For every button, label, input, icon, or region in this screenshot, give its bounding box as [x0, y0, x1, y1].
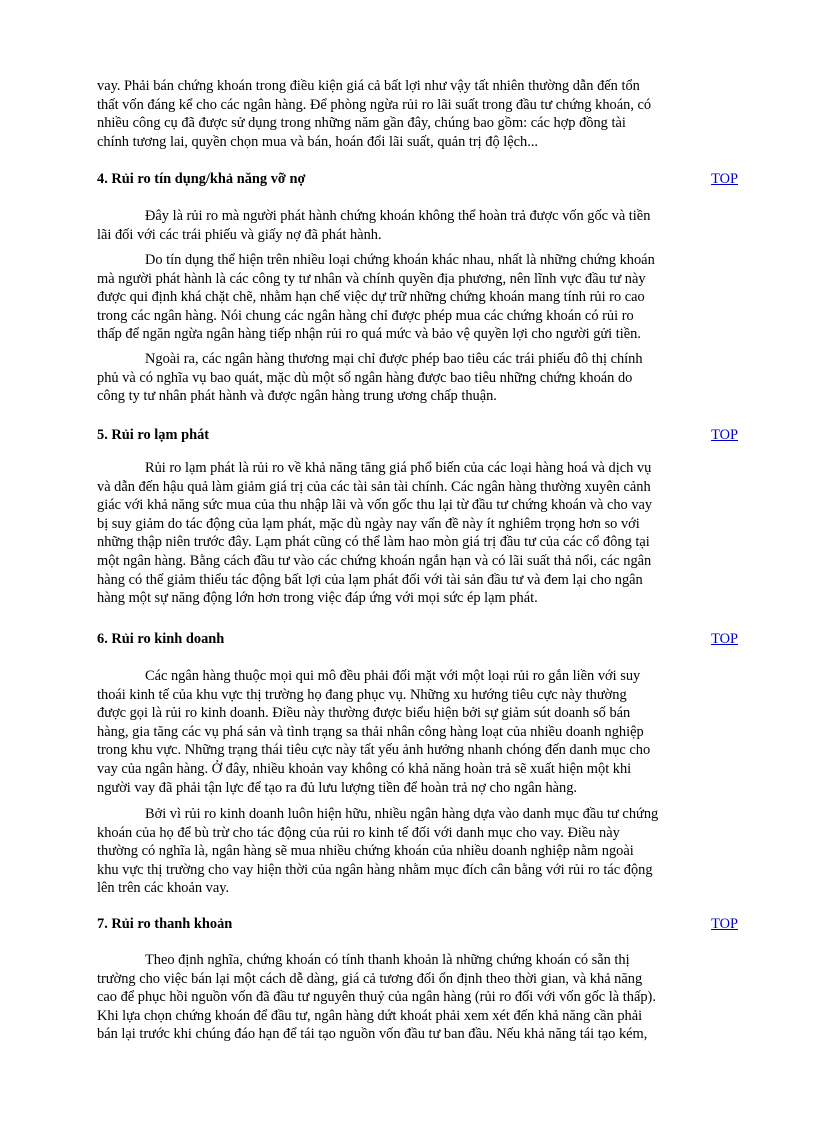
text-line: khoán của họ để bù trừ cho tác động của rủi ro kinh tế đối với danh mục cho vay. Điều này: [97, 824, 620, 841]
text-line: Bởi vì rủi ro kinh doanh luôn hiện hữu, nhiều ngân hàng dựa vào danh mục đầu tư chứng: [145, 806, 659, 822]
text-line: trong các ngân hàng. Nói chung các ngân hàng chỉ được phép mua các chứng khoán có rủi ro: [97, 307, 634, 324]
section-heading-liquidity-risk: [97, 915, 738, 935]
text-line: Theo định nghĩa, chứng khoán có tính thanh khoản là những chứng khoán có sẵn thị: [145, 952, 630, 968]
text-line: khu vực thị trường cho vay hiện thời của ngân hàng nhằm mục đích cân bằng với rủi ro tác động: [97, 861, 653, 878]
top-link[interactable]: TOP: [711, 916, 738, 932]
text-line: Các ngân hàng thuộc mọi qui mô đều phải đối mặt với một loại rủi ro gắn liền với suy: [145, 668, 641, 684]
text-line: thường có nghĩa là, ngân hàng sẽ mua nhiều chứng khoán của nhiều doanh nghiệp nằm ngoài: [97, 843, 634, 860]
paragraph: [97, 459, 738, 608]
text-line: Do tín dụng thể hiện trên nhiều loại chứng khoán khác nhau, nhất là những chứng khoán: [145, 252, 655, 268]
section-heading-business-risk: [97, 630, 738, 650]
text-line: giác với khả năng sức mua của thu nhập lãi và vốn gốc thu lại từ đầu tư chứng khoán và cho vay: [97, 497, 653, 514]
text-line: Khi lựa chọn chứng khoán để đầu tư, ngân hàng dứt khoát phải xem xét đến khả năng cần phải: [97, 1007, 643, 1024]
section-body: [97, 350, 738, 406]
text-line: hàng một sự năng động lớn hơn trong việc đáp ứng với mọi sức ép lạm phát.: [97, 590, 538, 607]
paragraph: [97, 951, 738, 1044]
text-line: Ngoài ra, các ngân hàng thương mại chỉ được phép bao tiêu các trái phiếu đô thị chính: [145, 351, 643, 367]
paragraph: [97, 207, 738, 244]
text-line: trường cho việc bán lại một cách dễ dàng, giá cả tương đối ổn định theo thời gian, và khả năng: [97, 970, 643, 987]
text-line: lãi đối với các trái phiếu và giấy nợ đã phát hành.: [97, 226, 382, 243]
paragraph: [97, 805, 738, 898]
top-link[interactable]: TOP: [711, 171, 738, 187]
section-body: [97, 667, 738, 797]
paragraph: [97, 251, 738, 344]
section-title: 7. Rủi ro thanh khoản: [97, 916, 233, 932]
text-line: trong khu vực. Những trạng thái tiêu cực này tất yếu ảnh hưởng nhanh chóng đến danh mục cho: [97, 742, 651, 759]
text-line: chính tương lai, quyền chọn mua và bán, hoán đổi lãi suất, quản trị độ lệch...: [97, 133, 539, 150]
paragraph: [97, 77, 738, 151]
section-body: [97, 459, 738, 608]
text-line: Rủi ro lạm phát là rủi ro về khả năng tăng giá phổ biến của các loại hàng hoá và dịch vụ: [145, 460, 652, 476]
text-line: những thập niên trước đây. Lạm phát cũng có thể làm hao mòn giá trị đầu tư của các cổ đông tại: [97, 534, 650, 551]
text-line: thoái kinh tế của khu vực thị trường họ đang phục vụ. Những xu hướng tiêu cực này thường: [97, 686, 627, 703]
text-line: được qui định khá chặt chẽ, nhằm hạn chế việc dự trữ những chứng khoán mang tính rủi ro cao: [97, 289, 645, 306]
section-body: [97, 251, 738, 344]
text-line: hàng có thể giảm thiểu tác động bất lợi của lạm phát đối với tài sản đầu tư và đem lại cho ngân: [97, 571, 643, 588]
text-line: bị suy giảm do tác động của lạm phát, mặc dù ngày nay vấn đề này ít nghiêm trọng hơn so với: [97, 515, 640, 532]
text-line: bán lại trước khi chúng đáo hạn để tái tạo nguồn vốn đầu tư ban đầu. Nếu khả năng tái tạo kém,: [97, 1026, 648, 1043]
section-body: [97, 951, 738, 1044]
section-title: 6. Rủi ro kinh doanh: [97, 631, 225, 647]
section-heading-credit-risk: [97, 170, 738, 190]
text-line: một ngân hàng. Bằng cách đầu tư vào các chứng khoán ngắn hạn và có lãi suất thả nổi, các ngân: [97, 552, 652, 569]
text-line: phủ và có nghĩa vụ bao quát, mặc dù một số ngân hàng được bao tiêu những chứng khoán do: [97, 369, 633, 386]
text-line: hàng, gia tăng các vụ phá sản và tình trạng sa thải nhân công hàng loạt của nhiều doanh nghiệp: [97, 723, 644, 740]
text-line: thất vốn đáng kể cho các ngân hàng. Để phòng ngừa rủi ro lãi suất trong đầu tư chứng khoán, có: [97, 96, 652, 113]
paragraph: [97, 667, 738, 797]
text-line: Đây là rủi ro mà người phát hành chứng khoán không thể hoàn trả được vốn gốc và tiền: [145, 208, 651, 224]
text-line: người vay đã phải tận lực để tạo ra đủ lưu lượng tiền để hoàn trả nợ cho ngân hàng.: [97, 779, 578, 796]
section-title: 5. Rủi ro lạm phát: [97, 427, 210, 443]
top-link[interactable]: TOP: [711, 427, 738, 443]
text-line: và dẫn đến hậu quả làm giảm giá trị của các tài sản tài chính. Các ngân hàng thường xuyên cảnh: [97, 478, 651, 495]
text-line: cao để phục hồi nguồn vốn đã đầu tư nguyên thuỷ của ngân hàng (rủi ro đối với vốn gốc là thấp).: [97, 989, 656, 1006]
text-line: nhiều công cụ đã được sử dụng trong những năm gần đây, chúng bao gồm: các hợp đồng tài: [97, 115, 626, 132]
top-link[interactable]: TOP: [711, 631, 738, 647]
section-heading-inflation-risk: [97, 426, 738, 446]
intro-paragraph: [97, 77, 738, 151]
text-line: thấp để ngăn ngừa ngân hàng tiếp nhận rủi ro quá mức và bảo vệ quyền lợi cho người gửi tiền.: [97, 326, 641, 343]
section-body: [97, 805, 738, 898]
section-body: [97, 207, 738, 244]
text-line: công ty tư nhân phát hành và được ngân hàng trung ương chấp thuận.: [97, 388, 497, 405]
text-line: vay của ngân hàng. Ở đây, nhiều khoản vay không có khả năng hoàn trả sẽ xuất hiện một khi: [97, 760, 632, 777]
text-line: được gọi là rủi ro kinh doanh. Điều này thường được biểu hiện bởi sự giảm sút doanh số bán: [97, 705, 631, 722]
text-line: vay. Phải bán chứng khoán trong điều kiện giá cả bất lợi như vậy tất nhiên thường dẫn đến tổn: [97, 78, 640, 94]
paragraph: [97, 350, 738, 406]
section-title: 4. Rủi ro tín dụng/khả năng vỡ nợ: [97, 171, 306, 187]
text-line: mà người phát hành là các công ty tư nhân và chính quyền địa phương, nên lĩnh vực đầu tư này: [97, 270, 646, 287]
text-line: lên trên các khoản vay.: [97, 880, 230, 897]
